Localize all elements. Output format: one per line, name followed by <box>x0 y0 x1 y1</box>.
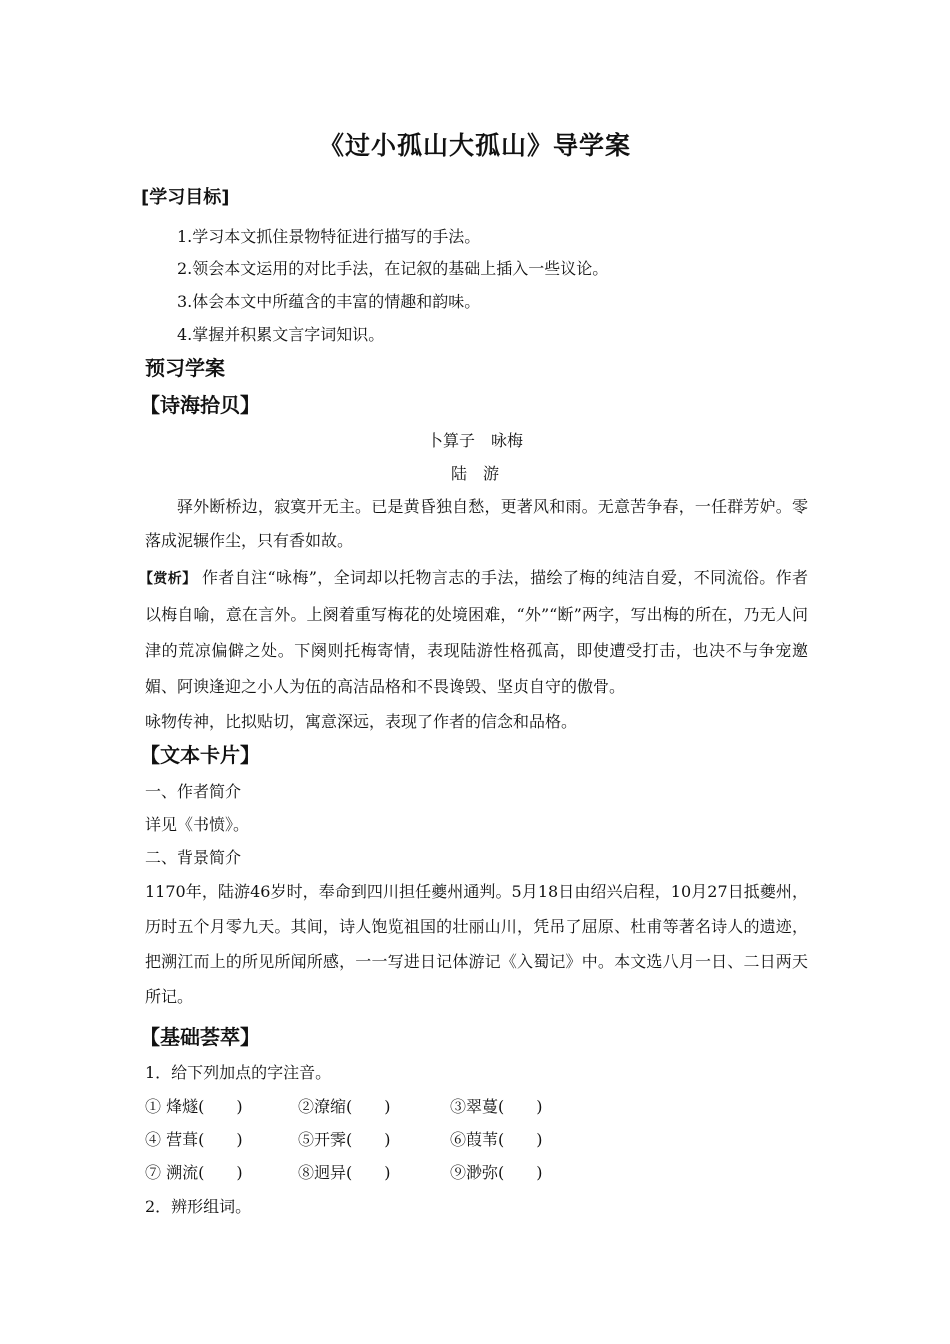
document-title: 《过小孤山大孤山》导学案 <box>318 131 631 160</box>
phonetic-item: ⑤开霁( ) <box>298 1130 391 1149</box>
phonetic-item: ⑦ 溯流( ) <box>145 1163 243 1182</box>
poem-title: 卜算子 咏梅 <box>426 431 523 450</box>
objectives-heading: [学习目标] <box>141 187 230 208</box>
poem-text: 驿外断桥边，寂寞开无主。已是黄昏独自愁，更著风和雨。无意苦争春，一任群芳妒。零落成泥辗作尘，只有香如故。 <box>145 497 808 550</box>
poem-author: 陆 游 <box>450 464 499 483</box>
phonetic-item: ⑨渺弥( ) <box>450 1163 543 1182</box>
analysis-tail: 咏物传神，比拟贴切，寓意深远，表现了作者的信念和品格。 <box>145 712 578 731</box>
phonetic-item: ① 烽燧( ) <box>145 1097 243 1116</box>
basics-heading: 【基础荟萃】 <box>140 1025 260 1049</box>
phonetic-item: ⑧迥异( ) <box>298 1163 391 1182</box>
analysis-tag: 【赏析】 <box>139 571 197 587</box>
objective-item: 1.学习本文抓住景物特征进行描写的手法。 <box>177 227 481 246</box>
phonetic-item: ⑥葭苇( ) <box>450 1130 543 1149</box>
text-card-heading: 【文本卡片】 <box>140 743 260 767</box>
objective-item: 4.掌握并积累文言字词知识。 <box>177 325 385 344</box>
phonetic-item: ③翠蔓( ) <box>450 1097 543 1116</box>
question-1: 1．给下列加点的字注音。 <box>145 1063 332 1082</box>
background-label: 二、背景简介 <box>145 848 242 867</box>
poem-analysis <box>139 560 808 705</box>
objective-item: 3.体会本文中所蕴含的丰富的情趣和韵味。 <box>177 292 481 311</box>
preview-heading: 预习学案 <box>145 356 225 380</box>
objective-item: 2.领会本文运用的对比手法，在记叙的基础上插入一些议论。 <box>177 259 609 278</box>
phonetic-item: ②潦缩( ) <box>298 1097 391 1116</box>
author-label: 一、作者简介 <box>145 782 242 801</box>
background-text: 1170年，陆游46岁时，奉命到四川担任夔州通判。5月18日由绍兴启程，10月27日抵夔州，历时五个月零九天。其间，诗人饱览祖国的壮丽山川，凭吊了屈原、杜甫等著名诗人的遗迹，把溯江而上的所见所闻所感，一一写进日记体游记《入蜀记》中。本文选八月一日、二日两天所记。 <box>145 882 808 1006</box>
poetry-heading: 【诗海拾贝】 <box>140 393 260 417</box>
author-text: 详见《书愤》。 <box>145 815 250 834</box>
analysis-text: 作者自注“咏梅”，全词却以托物言志的手法，描绘了梅的纯洁自爱，不同流俗。作者以梅自喻，意在言外。上阕着重写梅花的处境困难，“外”“断”两字，写出梅的所在，乃无人问津的荒凉偏僻之处。下阕则托梅寄情，表现陆游性格孤高，即使遭受打击，也决不与争宠邀媚、阿谀逢迎之小人为伍的高洁品格和不畏谗毁、坚贞自守的傲骨。 <box>145 568 808 696</box>
question-2: 2．辨形组词。 <box>145 1197 252 1216</box>
phonetic-item: ④ 营葺( ) <box>145 1130 243 1149</box>
